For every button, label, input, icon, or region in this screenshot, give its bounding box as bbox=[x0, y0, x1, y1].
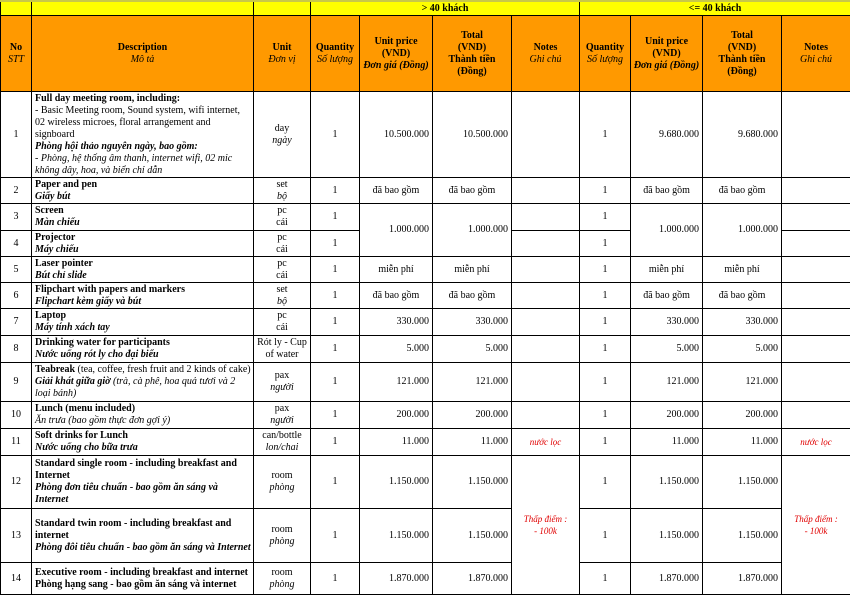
note-le40 bbox=[782, 283, 850, 309]
note-le40 bbox=[782, 178, 850, 204]
total-le40: đã bao gồm bbox=[703, 178, 782, 204]
total-le40: 11.000 bbox=[703, 429, 782, 456]
header-notes-le40: Notes Ghi chú bbox=[782, 16, 850, 92]
row-no: 1 bbox=[1, 92, 32, 178]
price-le40: 200.000 bbox=[631, 402, 703, 429]
row-no: 13 bbox=[1, 509, 32, 563]
row-no: 12 bbox=[1, 456, 32, 509]
qty-gt40: 1 bbox=[311, 283, 360, 309]
qty-le40: 1 bbox=[580, 283, 631, 309]
qty-gt40: 1 bbox=[311, 509, 360, 563]
row-no: 5 bbox=[1, 257, 32, 283]
group-header-le40: <= 40 khách bbox=[580, 1, 850, 16]
price-le40: đã bao gồm bbox=[631, 178, 703, 204]
row-description: Teabreak (tea, coffee, fresh fruit and 2 kinds of cake) Giải khát giữa giờ (trà, cà phê, hoa quả tươi và 2 loại bánh) bbox=[32, 363, 254, 402]
qty-le40: 1 bbox=[580, 563, 631, 595]
table-row bbox=[1, 509, 850, 563]
qty-le40: 1 bbox=[580, 231, 631, 257]
row-unit: day ngày bbox=[254, 92, 311, 178]
note-le40 bbox=[782, 257, 850, 283]
price-gt40: 1.150.000 bbox=[360, 456, 433, 509]
price-gt40: 5.000 bbox=[360, 336, 433, 363]
table-row bbox=[1, 204, 850, 231]
price-gt40: đã bao gồm bbox=[360, 283, 433, 309]
row-description: Standard single room - including breakfast and Internet Phòng đơn tiêu chuẩn - bao gồm ăn sáng và Internet bbox=[32, 456, 254, 509]
price-le40: 1.150.000 bbox=[631, 456, 703, 509]
header-total-le40: Total (VND) Thành tiền (Đồng) bbox=[703, 16, 782, 92]
row-no: 9 bbox=[1, 363, 32, 402]
price-le40: đã bao gồm bbox=[631, 283, 703, 309]
row-description: Lunch (menu included) Ăn trưa (bao gồm thực đơn gợi ý) bbox=[32, 402, 254, 429]
price-gt40: 200.000 bbox=[360, 402, 433, 429]
table-row bbox=[1, 336, 850, 363]
row-no: 11 bbox=[1, 429, 32, 456]
header-unit-price-le40: Unit price (VND) Đơn giá (Đồng) bbox=[631, 16, 703, 92]
price-le40: 1.150.000 bbox=[631, 509, 703, 563]
row-no: 4 bbox=[1, 231, 32, 257]
total-le40: 1.150.000 bbox=[703, 509, 782, 563]
blank-cell bbox=[1, 1, 32, 16]
table-row bbox=[1, 92, 850, 178]
row-unit: pc cái bbox=[254, 204, 311, 231]
row-unit: room phòng bbox=[254, 509, 311, 563]
total-gt40: 10.500.000 bbox=[433, 92, 512, 178]
row-description: Drinking water for participants Nước uống rót ly cho đại biểu bbox=[32, 336, 254, 363]
total-gt40: 1.870.000 bbox=[433, 563, 512, 595]
price-le40: 1.000.000 bbox=[631, 204, 703, 257]
row-no: 7 bbox=[1, 309, 32, 336]
group-header-row bbox=[1, 1, 850, 16]
price-gt40: 10.500.000 bbox=[360, 92, 433, 178]
total-le40: 121.000 bbox=[703, 363, 782, 402]
total-gt40: miễn phí bbox=[433, 257, 512, 283]
qty-gt40: 1 bbox=[311, 456, 360, 509]
total-le40: 1.150.000 bbox=[703, 456, 782, 509]
total-gt40: 5.000 bbox=[433, 336, 512, 363]
price-gt40: 11.000 bbox=[360, 429, 433, 456]
note-gt40: nước lọc bbox=[512, 429, 580, 456]
total-le40: 1.000.000 bbox=[703, 204, 782, 257]
qty-le40: 1 bbox=[580, 363, 631, 402]
table-row bbox=[1, 257, 850, 283]
price-le40: 121.000 bbox=[631, 363, 703, 402]
price-gt40: 1.150.000 bbox=[360, 509, 433, 563]
total-gt40: 121.000 bbox=[433, 363, 512, 402]
note-le40 bbox=[782, 204, 850, 231]
row-no: 10 bbox=[1, 402, 32, 429]
table-row bbox=[1, 178, 850, 204]
qty-le40: 1 bbox=[580, 336, 631, 363]
header-unit-price-gt40: Unit price (VND) Đơn giá (Đồng) bbox=[360, 16, 433, 92]
row-unit: set bộ bbox=[254, 283, 311, 309]
price-gt40: 121.000 bbox=[360, 363, 433, 402]
group-header-gt40: > 40 khách bbox=[311, 1, 580, 16]
note-gt40 bbox=[512, 309, 580, 336]
header-total-gt40: Total (VND) Thành tiền (Đồng) bbox=[433, 16, 512, 92]
price-gt40: đã bao gồm bbox=[360, 178, 433, 204]
qty-gt40: 1 bbox=[311, 402, 360, 429]
header-description: Description Mô tả bbox=[32, 16, 254, 92]
price-le40: miễn phí bbox=[631, 257, 703, 283]
price-le40: 1.870.000 bbox=[631, 563, 703, 595]
price-gt40: 330.000 bbox=[360, 309, 433, 336]
note-le40 bbox=[782, 336, 850, 363]
qty-le40: 1 bbox=[580, 92, 631, 178]
note-gt40 bbox=[512, 283, 580, 309]
total-gt40: đã bao gồm bbox=[433, 178, 512, 204]
blank-cell bbox=[32, 1, 254, 16]
note-le40 bbox=[782, 309, 850, 336]
qty-gt40: 1 bbox=[311, 429, 360, 456]
total-le40: miễn phí bbox=[703, 257, 782, 283]
note-le40 bbox=[782, 92, 850, 178]
table-row bbox=[1, 309, 850, 336]
qty-le40: 1 bbox=[580, 257, 631, 283]
note-gt40 bbox=[512, 363, 580, 402]
row-description: Projector Máy chiếu bbox=[32, 231, 254, 257]
qty-le40: 1 bbox=[580, 178, 631, 204]
price-le40: 5.000 bbox=[631, 336, 703, 363]
qty-le40: 1 bbox=[580, 456, 631, 509]
note-le40: nước lọc bbox=[782, 429, 850, 456]
qty-gt40: 1 bbox=[311, 363, 360, 402]
row-unit: pc cái bbox=[254, 309, 311, 336]
row-unit: Rót ly - Cup of water bbox=[254, 336, 311, 363]
qty-gt40: 1 bbox=[311, 178, 360, 204]
row-unit: can/bottle lon/chai bbox=[254, 429, 311, 456]
total-gt40: 1.150.000 bbox=[433, 456, 512, 509]
total-le40: 5.000 bbox=[703, 336, 782, 363]
note-gt40 bbox=[512, 92, 580, 178]
row-description: Soft drinks for Lunch Nước uống cho bữa trưa bbox=[32, 429, 254, 456]
table-row bbox=[1, 283, 850, 309]
qty-le40: 1 bbox=[580, 309, 631, 336]
row-unit: pax người bbox=[254, 402, 311, 429]
qty-le40: 1 bbox=[580, 509, 631, 563]
note-le40 bbox=[782, 231, 850, 257]
total-gt40: đã bao gồm bbox=[433, 283, 512, 309]
note-le40 bbox=[782, 363, 850, 402]
header-quantity-le40: Quantity Số lượng bbox=[580, 16, 631, 92]
row-description: Flipchart with papers and markers Flipchart kèm giấy và bút bbox=[32, 283, 254, 309]
header-quantity-gt40: Quantity Số lượng bbox=[311, 16, 360, 92]
table-row bbox=[1, 563, 850, 595]
row-unit: pc cái bbox=[254, 231, 311, 257]
price-gt40: miễn phí bbox=[360, 257, 433, 283]
price-le40: 11.000 bbox=[631, 429, 703, 456]
header-notes-gt40: Notes Ghi chú bbox=[512, 16, 580, 92]
row-description: Laser pointer Bút chỉ slide bbox=[32, 257, 254, 283]
qty-gt40: 1 bbox=[311, 563, 360, 595]
price-gt40: 1.870.000 bbox=[360, 563, 433, 595]
table-row bbox=[1, 456, 850, 509]
note-gt40 bbox=[512, 402, 580, 429]
note-gt40 bbox=[512, 231, 580, 257]
table-row bbox=[1, 402, 850, 429]
row-unit: pc cái bbox=[254, 257, 311, 283]
price-le40: 9.680.000 bbox=[631, 92, 703, 178]
total-le40: 200.000 bbox=[703, 402, 782, 429]
total-gt40: 330.000 bbox=[433, 309, 512, 336]
row-description: Standard twin room - including breakfast and internet Phòng đôi tiêu chuẩn - bao gồm ăn sáng và Internet bbox=[32, 509, 254, 563]
qty-gt40: 1 bbox=[311, 257, 360, 283]
row-description: Executive room - including breakfast and internet Phòng hạng sang - bao gồm ăn sáng và internet bbox=[32, 563, 254, 595]
note-gt40 bbox=[512, 257, 580, 283]
total-gt40: 200.000 bbox=[433, 402, 512, 429]
qty-gt40: 1 bbox=[311, 92, 360, 178]
row-no: 2 bbox=[1, 178, 32, 204]
total-le40: đã bao gồm bbox=[703, 283, 782, 309]
row-description: Screen Màn chiếu bbox=[32, 204, 254, 231]
note-le40 bbox=[782, 402, 850, 429]
total-le40: 1.870.000 bbox=[703, 563, 782, 595]
row-unit: room phòng bbox=[254, 456, 311, 509]
room-note-le40: Thấp điểm : - 100k bbox=[782, 456, 850, 595]
row-no: 8 bbox=[1, 336, 32, 363]
row-no: 14 bbox=[1, 563, 32, 595]
row-no: 6 bbox=[1, 283, 32, 309]
row-unit: pax người bbox=[254, 363, 311, 402]
total-gt40: 11.000 bbox=[433, 429, 512, 456]
qty-gt40: 1 bbox=[311, 231, 360, 257]
row-unit: room phòng bbox=[254, 563, 311, 595]
price-gt40: 1.000.000 bbox=[360, 204, 433, 257]
room-note-gt40: Thấp điểm : - 100k bbox=[512, 456, 580, 595]
total-le40: 9.680.000 bbox=[703, 92, 782, 178]
note-gt40 bbox=[512, 204, 580, 231]
qty-gt40: 1 bbox=[311, 204, 360, 231]
note-gt40 bbox=[512, 178, 580, 204]
qty-le40: 1 bbox=[580, 402, 631, 429]
row-description: Laptop Máy tính xách tay bbox=[32, 309, 254, 336]
total-le40: 330.000 bbox=[703, 309, 782, 336]
row-description: Paper and pen Giấy bút bbox=[32, 178, 254, 204]
column-header-row bbox=[1, 16, 850, 92]
price-le40: 330.000 bbox=[631, 309, 703, 336]
blank-cell bbox=[254, 1, 311, 16]
qty-le40: 1 bbox=[580, 204, 631, 231]
header-no: No STT bbox=[1, 16, 32, 92]
qty-gt40: 1 bbox=[311, 309, 360, 336]
row-description: Full day meeting room, including: - Basic Meeting room, Sound system, wifi internet, 02 wireless microes, floral arrangement and signboard Phòng hội thảo nguyên ngày, bao gồm: - Phòng, hệ thống âm thanh, internet wifi, 02 mic không dây, hoa, và biển chỉ dẫn bbox=[32, 92, 254, 178]
row-unit: set bộ bbox=[254, 178, 311, 204]
row-no: 3 bbox=[1, 204, 32, 231]
note-gt40 bbox=[512, 336, 580, 363]
total-gt40: 1.000.000 bbox=[433, 204, 512, 257]
table-row bbox=[1, 363, 850, 402]
header-unit: Unit Đơn vị bbox=[254, 16, 311, 92]
table-row bbox=[1, 429, 850, 456]
qty-gt40: 1 bbox=[311, 336, 360, 363]
total-gt40: 1.150.000 bbox=[433, 509, 512, 563]
qty-le40: 1 bbox=[580, 429, 631, 456]
